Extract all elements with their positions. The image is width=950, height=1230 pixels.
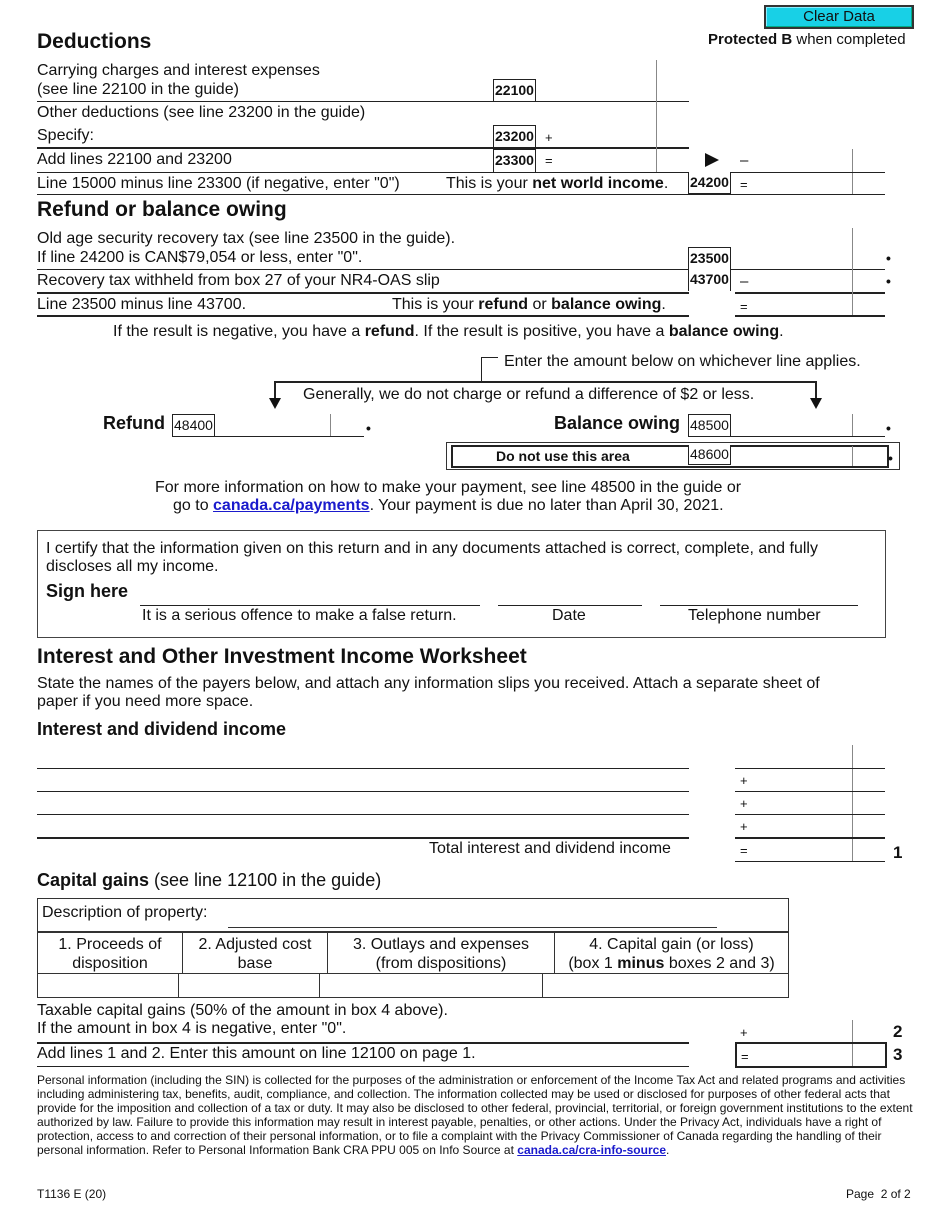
cents-divider [852, 228, 853, 316]
note-part: . If the result is positive, you have a [414, 323, 669, 340]
recovery-withheld-label: Recovery tax withheld from box 27 of your NR4-OAS slip [37, 272, 440, 289]
line-code-23300: 23300 [493, 149, 536, 172]
carrying-charges-label-2: (see line 22100 in the guide) [37, 81, 239, 98]
bracket-line [481, 357, 498, 358]
taxable-capital-gains-label-2: If the amount in box 4 is negative, enter "0". [37, 1020, 347, 1037]
privacy-suffix: . [666, 1143, 670, 1157]
arrow-right-icon [705, 153, 719, 167]
payer-line [37, 791, 689, 792]
equals-operator: = [740, 843, 748, 858]
header-line: 4. Capital gain (or loss) [589, 936, 754, 953]
line-code-43700: 43700 [688, 269, 731, 291]
deductions-title: Deductions [37, 30, 152, 53]
table-input-row [38, 973, 788, 997]
worksheet-title: Interest and Other Investment Income Worksheet [37, 645, 527, 668]
protected-b-rest: when completed [792, 31, 906, 48]
outlays-cell [319, 974, 542, 997]
decimal-point: • [886, 420, 891, 436]
payment-suffix: . Your payment is due no later than April 30, 2021. [369, 497, 724, 514]
outlays-input[interactable] [320, 974, 542, 997]
bracket-line [481, 357, 482, 381]
worksheet-intro-line1: State the names of the payers below, and attach any information slips you received. Attach a separate sheet of [37, 675, 820, 692]
bracket-line [274, 381, 816, 383]
line-15000-minus-label: Line 15000 minus line 23300 (if negative, enter "0") [37, 175, 400, 192]
plus-operator: + [740, 796, 748, 811]
plus-operator: + [740, 1025, 748, 1040]
payer-line [37, 814, 689, 815]
decimal-point: • [886, 273, 891, 289]
amount-line [735, 814, 885, 815]
do-not-use-label: Do not use this area [496, 448, 630, 464]
plus-operator: + [740, 819, 748, 834]
note-bold-refund: refund [364, 323, 415, 340]
telephone-caption: Telephone number [688, 607, 821, 624]
payment-info-line2 [173, 496, 724, 515]
refund-or-balance-note [392, 295, 666, 314]
header-bold: minus [617, 955, 665, 972]
page-number: Page 2 of 2 [846, 1187, 911, 1201]
note-bold: net world income [532, 175, 664, 192]
line-23200-input[interactable] [555, 126, 657, 146]
description-input[interactable] [228, 907, 717, 928]
specify-input[interactable] [110, 126, 484, 146]
header-line: (from dispositions) [375, 955, 507, 972]
enter-amount-note: Enter the amount below on whichever line applies. [504, 353, 861, 370]
capital-gains-rest: (see line 12100 in the guide) [149, 870, 382, 890]
capital-gains-title [37, 869, 381, 891]
note-mid: or [528, 296, 552, 313]
interest-amount-input-3[interactable] [752, 794, 852, 814]
header-line [557, 954, 786, 973]
divider [37, 101, 689, 102]
line-code-48500: 48500 [688, 414, 731, 436]
interest-dividend-title: Interest and dividend income [37, 719, 287, 739]
column-header-outlays [327, 933, 554, 973]
capital-gains-table [37, 898, 789, 998]
acb-cell [178, 974, 319, 997]
capital-gains-bold: Capital gains [37, 870, 150, 890]
protected-b-label [708, 30, 906, 49]
proceeds-input[interactable] [38, 974, 178, 997]
header-part: (box 1 [568, 955, 618, 972]
payment-prefix: go to [173, 497, 214, 514]
capital-gain-input[interactable] [554, 974, 778, 997]
add-lines-1-2-label: Add lines 1 and 2. Enter this amount on line 12100 on page 1. [37, 1045, 476, 1062]
divider [37, 172, 885, 173]
header-part: boxes 2 and 3) [664, 955, 775, 972]
refund-amount-input[interactable] [222, 416, 330, 436]
equals-operator: = [741, 1049, 749, 1064]
line-24200-input[interactable] [752, 175, 852, 195]
note-bold-refund: refund [478, 296, 529, 313]
form-id: T1136 E (20) [37, 1187, 107, 1201]
divider [37, 269, 885, 270]
payments-link[interactable]: canada.ca/payments [213, 497, 370, 514]
acb-input[interactable] [179, 974, 319, 997]
header-line: 1. Proceeds of [58, 936, 162, 953]
decimal-point: • [366, 420, 371, 436]
signature-input[interactable] [140, 586, 482, 606]
note-bold-balance: balance owing [668, 323, 780, 340]
note-prefix: This is your [392, 296, 479, 313]
divider-thick [37, 292, 689, 294]
table-header-row [38, 933, 788, 973]
line-code-48600: 48600 [688, 445, 731, 465]
refund-label: Refund [103, 413, 165, 433]
header-line: 2. Adjusted cost [198, 936, 312, 953]
arrow-down-icon [810, 398, 822, 409]
privacy-text: Personal information (including the SIN) is collected for the purposes of the administration or enforcement of the Income Tax Act and related programs and activities including administering tax, benefits, audit, compliance, and collection. The information collected may be used or disclosed for purposes of other federal acts that provide for the imposition and collection of a tax or duty. It may also be disclosed to other federal, provincial, territorial, or foreign government institutions to the extent authorized by law. Failure to provide this information may result in interest payable, penalties, or other actions. Under the Privacy Act, individuals have a right of protection, access to and correction of their personal information, or to file a complaint with the Privacy Commissioner of Canada regarding the handling of their personal information. Refer to Personal Information Bank CRA PPU 005 on Info Source at [37, 1073, 913, 1157]
equals-operator: = [740, 299, 748, 314]
column-divider [656, 60, 657, 172]
divider [37, 1066, 689, 1067]
line-23500-minus-label: Line 23500 minus line 43700. [37, 296, 247, 313]
line-22100-input[interactable] [545, 80, 657, 100]
cents-divider [852, 745, 853, 861]
signature-caption: It is a serious offence to make a false return. [142, 607, 457, 624]
line-number-2: 2 [893, 1022, 903, 1041]
plus-operator: + [740, 773, 748, 788]
divider-thick [37, 147, 689, 149]
other-deductions-label: Other deductions (see line 23200 in the guide) [37, 104, 366, 121]
cents-divider [852, 414, 853, 436]
worksheet-intro-line2: paper if you need more space. [37, 693, 254, 710]
description-row [38, 899, 788, 933]
equals-operator: = [545, 153, 553, 168]
certify-text-line2: discloses all my income. [46, 558, 219, 575]
payer-line [37, 768, 689, 769]
refund-section-title: Refund or balance owing [37, 198, 287, 221]
proceeds-cell [38, 974, 178, 997]
note-prefix: This is your [446, 175, 533, 192]
specify-label: Specify: [37, 127, 94, 144]
certify-text-line1: I certify that the information given on this return and in any documents attached is correct, complete, and fully [46, 540, 818, 557]
equals-operator: = [740, 177, 748, 192]
add-lines-label: Add lines 22100 and 23200 [37, 151, 232, 168]
line-code-23500: 23500 [688, 247, 731, 270]
line-code-23200: 23200 [493, 125, 536, 147]
line-23300-carry-input[interactable] [752, 152, 852, 172]
description-label: Description of property: [42, 904, 208, 921]
clear-data-button[interactable]: Clear Data [764, 5, 914, 29]
divider-thick [37, 315, 689, 317]
net-world-income-note [446, 174, 668, 193]
decimal-point: • [888, 450, 893, 466]
payment-info-line1: For more information on how to make your payment, see line 48500 in the guide or [155, 479, 742, 496]
total-interest-input[interactable] [752, 841, 852, 861]
column-header-capital-gain [554, 933, 788, 973]
balance-underline [688, 436, 885, 437]
taxable-gains-input[interactable] [752, 1022, 852, 1042]
note-part: If the result is negative, you have a [113, 323, 365, 340]
balance-owing-input[interactable] [740, 416, 852, 436]
arrow-down-icon [269, 398, 281, 409]
total-interest-label: Total interest and dividend income [429, 840, 671, 857]
taxable-capital-gains-label: Taxable capital gains (50% of the amount in box 4 above). [37, 1002, 448, 1019]
cents-divider [330, 414, 331, 436]
carrying-charges-label: Carrying charges and interest expenses [37, 62, 320, 79]
header-line: 3. Outlays and expenses [352, 936, 530, 953]
line-number-3: 3 [893, 1045, 903, 1064]
capital-gain-cell [542, 974, 788, 997]
oas-recovery-label-2: If line 24200 is CAN$79,054 or less, enter "0". [37, 249, 363, 266]
payer-name-input-3[interactable] [37, 794, 691, 814]
general-difference-note: Generally, we do not charge or refund a difference of $2 or less. [303, 386, 755, 403]
plus-operator: + [545, 130, 553, 145]
note-suffix: . [663, 175, 669, 192]
line-43700-input[interactable] [752, 273, 852, 293]
note-bold-balance: balance owing [551, 296, 662, 313]
amount-line [735, 768, 885, 769]
date-caption: Date [552, 607, 586, 624]
divider [37, 194, 885, 195]
line-result-input[interactable] [752, 296, 852, 316]
bracket-line [815, 381, 817, 399]
sign-here-label: Sign here [46, 581, 129, 601]
protected-b-bold: Protected B [708, 31, 793, 48]
result-note [113, 322, 784, 341]
interest-amount-input-4[interactable] [752, 817, 852, 837]
line-number-1: 1 [893, 843, 903, 862]
payer-name-input-4[interactable] [37, 817, 691, 837]
note-suffix: . [661, 296, 666, 313]
amount-line-thick [735, 837, 885, 839]
privacy-notice [37, 1073, 917, 1157]
bracket-line [274, 381, 276, 399]
amount-line [735, 791, 885, 792]
cents-divider [852, 446, 853, 466]
telephone-input[interactable] [660, 586, 860, 606]
column-header-proceeds [38, 933, 182, 973]
balance-owing-label: Balance owing [554, 413, 681, 433]
cra-info-source-link[interactable]: canada.ca/cra-info-source [517, 1143, 666, 1157]
divider-thick [735, 315, 885, 317]
decimal-point: • [886, 250, 891, 266]
final-amount-input[interactable] [752, 1045, 852, 1065]
minus-operator: – [740, 273, 749, 290]
line-code-24200: 24200 [688, 172, 731, 194]
payer-name-input-2[interactable] [37, 771, 691, 791]
note-part: . [779, 323, 784, 340]
header-line: base [237, 955, 273, 972]
oas-recovery-label: Old age security recovery tax (see line 23500 in the guide). [37, 230, 456, 247]
header-line: disposition [72, 955, 148, 972]
refund-underline [172, 436, 364, 437]
interest-amount-input-2[interactable] [752, 771, 852, 791]
column-header-acb [182, 933, 327, 973]
interest-amount-input-1[interactable] [740, 749, 852, 769]
line-code-48400: 48400 [172, 414, 215, 436]
amount-line [735, 861, 885, 862]
payer-name-input-1[interactable] [37, 748, 691, 768]
divider-thick [735, 292, 885, 294]
minus-operator: – [740, 152, 749, 169]
date-input[interactable] [498, 586, 644, 606]
line-23500-input[interactable] [740, 250, 852, 270]
line-code-22100: 22100 [493, 79, 536, 101]
